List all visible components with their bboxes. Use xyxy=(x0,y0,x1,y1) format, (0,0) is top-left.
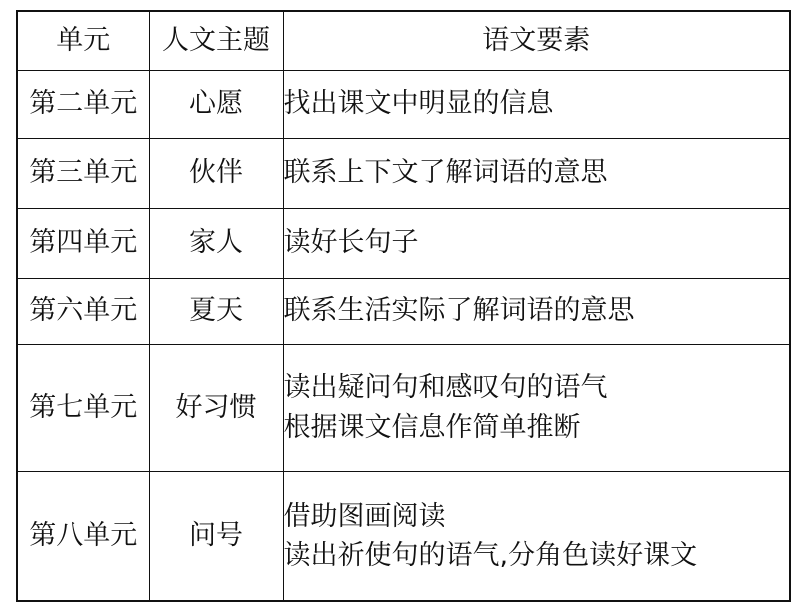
unit-overview-table xyxy=(16,10,791,602)
theme-cell: 心愿 xyxy=(149,70,283,138)
element-cell xyxy=(283,344,790,471)
element-line: 找出课文中明显的信息 xyxy=(283,88,554,120)
header-unit: 单元 xyxy=(17,11,149,70)
unit-cell: 第六单元 xyxy=(17,278,149,344)
element-cell xyxy=(283,278,790,344)
element-line: 根据课文信息作简单推断 xyxy=(283,411,581,443)
header-theme: 人文主题 xyxy=(149,11,283,70)
theme-cell: 家人 xyxy=(149,208,283,278)
element-cell xyxy=(283,471,790,601)
element-line: 读出祈使句的语气,分角色读好课文 xyxy=(283,539,698,571)
table-row xyxy=(17,70,790,138)
element-cell xyxy=(283,70,790,138)
element-cell xyxy=(283,138,790,208)
theme-cell: 问号 xyxy=(149,471,283,601)
unit-cell: 第七单元 xyxy=(17,344,149,471)
theme-cell: 好习惯 xyxy=(149,344,283,471)
element-line: 联系生活实际了解词语的意思 xyxy=(283,295,635,327)
unit-cell: 第八单元 xyxy=(17,471,149,601)
table-row xyxy=(17,138,790,208)
element-line: 读出疑问句和感叹句的语气 xyxy=(283,372,608,404)
table-row xyxy=(17,344,790,471)
table-row xyxy=(17,278,790,344)
table-header-row xyxy=(17,11,790,70)
element-line: 借助图画阅读 xyxy=(283,500,446,532)
table-row xyxy=(17,208,790,278)
element-line: 读好长句子 xyxy=(283,227,419,259)
header-element: 语文要素 xyxy=(283,11,790,70)
theme-cell: 夏天 xyxy=(149,278,283,344)
unit-cell: 第四单元 xyxy=(17,208,149,278)
table-row xyxy=(17,471,790,601)
theme-cell: 伙伴 xyxy=(149,138,283,208)
unit-cell: 第三单元 xyxy=(17,138,149,208)
element-line: 联系上下文了解词语的意思 xyxy=(283,157,608,189)
unit-cell: 第二单元 xyxy=(17,70,149,138)
element-cell xyxy=(283,208,790,278)
